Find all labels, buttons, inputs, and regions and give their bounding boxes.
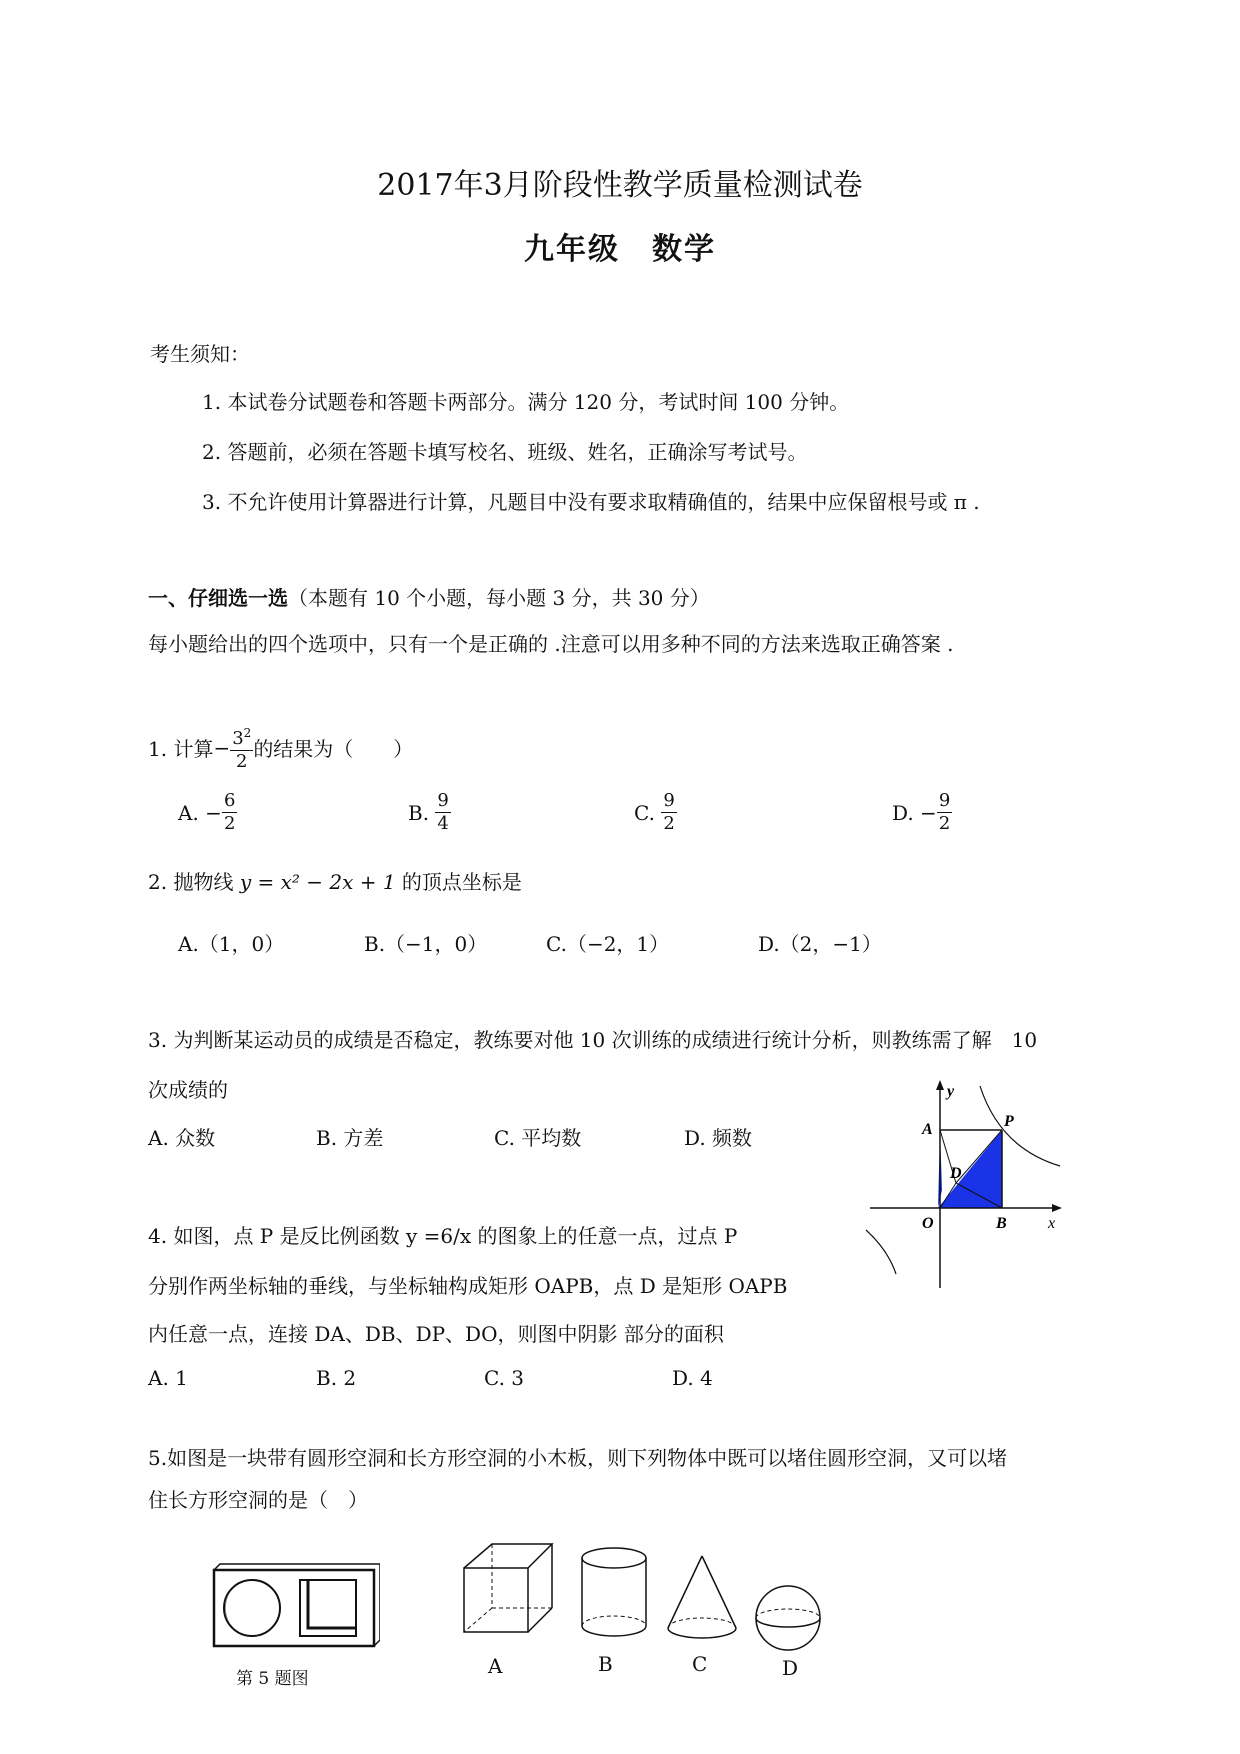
q5-cone-base-back bbox=[668, 1618, 736, 1628]
q4-line-3: 内任意一点，连接 DA、DB、DP、DO，则图中阴影 部分的面积 bbox=[148, 1322, 724, 1346]
q5-cube-front bbox=[464, 1568, 528, 1632]
q4-line-1: 4. 如图，点 P 是反比例函数 y =6/x 的图象上的任意一点，过点 P bbox=[148, 1224, 738, 1248]
q2-option-c[interactable]: C.（−2，1） bbox=[546, 932, 670, 956]
q1-option-a-fraction: $\frac{6}{2}$ bbox=[223, 790, 236, 834]
q5-sphere-outline bbox=[756, 1586, 820, 1650]
q4-option-d[interactable]: D. 4 bbox=[672, 1366, 713, 1390]
q3-option-a[interactable]: A. 众数 bbox=[148, 1126, 216, 1150]
q3-line-2: 次成绩的 bbox=[148, 1078, 228, 1102]
q1-option-d-sign: − bbox=[920, 800, 937, 825]
notice-item-3: 3. 不允许使用计算器进行计算，凡题目中没有要求取精确值的，结果中应保留根号或 π . bbox=[202, 490, 980, 514]
q1-prefix: 1. 计算 bbox=[148, 737, 214, 761]
q5-cube-hidden-diagonal bbox=[464, 1608, 492, 1632]
q3-line-1: 3. 为判断某运动员的成绩是否稳定，教练要对他 10 次训练的成绩进行统计分析，则教练需了解 10 bbox=[148, 1028, 1038, 1052]
q1-option-b-label: B. bbox=[408, 800, 430, 825]
section1-heading: 一、仔细选一选 bbox=[148, 586, 288, 610]
q1-option-c-label: C. bbox=[634, 800, 655, 825]
q1-option-d[interactable] bbox=[892, 790, 952, 835]
q5-round-hole bbox=[224, 1580, 280, 1636]
q2-formula: y = x² − 2x + 1 bbox=[239, 870, 396, 894]
q5-option-c-label[interactable]: C bbox=[692, 1652, 708, 1676]
q1-option-a-label: A. bbox=[178, 800, 199, 825]
q1-option-b-fraction: $\frac{9}{4}$ bbox=[437, 790, 449, 834]
q1-option-a-sign: − bbox=[205, 800, 222, 825]
q5-option-b-label[interactable]: B bbox=[598, 1652, 613, 1676]
q2-option-b[interactable]: B.（−1，0） bbox=[364, 932, 488, 956]
q4-label-y: y bbox=[947, 1083, 955, 1100]
q4-option-c[interactable]: C. 3 bbox=[484, 1366, 525, 1390]
q4-y-axis-arrow bbox=[936, 1080, 944, 1090]
q4-label-b: B bbox=[996, 1215, 1007, 1232]
q4-label-a: A bbox=[922, 1121, 933, 1138]
q1-minus: − bbox=[213, 735, 231, 760]
q3-option-d[interactable]: D. 频数 bbox=[684, 1126, 753, 1150]
q4-line-2: 分别作两坐标轴的垂线，与坐标轴构成矩形 OAPB，点 D 是矩形 OAPB bbox=[148, 1274, 788, 1298]
section1-instruction: 每小题给出的四个选项中，只有一个是正确的 .注意可以用多种不同的方法来选取正确答案 . bbox=[148, 632, 954, 656]
q4-label-x: x bbox=[1048, 1215, 1056, 1232]
q4-x-axis-arrow bbox=[1052, 1204, 1062, 1212]
q5-figure-caption: 第 5 题图 bbox=[236, 1669, 309, 1689]
q5-cube-bottom-edge bbox=[528, 1608, 552, 1632]
q2-suffix: 的顶点坐标是 bbox=[401, 870, 522, 894]
q1-numerator: $3^2$ bbox=[230, 722, 253, 751]
q3-option-c[interactable]: C. 平均数 bbox=[494, 1126, 582, 1150]
q5-sphere-equator-back bbox=[756, 1609, 820, 1618]
q4-option-a[interactable]: A. 1 bbox=[148, 1366, 188, 1390]
q1-option-c-fraction: $\frac{9}{2}$ bbox=[663, 790, 675, 834]
q2-stem bbox=[148, 866, 522, 895]
notice-heading: 考生须知： bbox=[150, 342, 250, 366]
q5-option-a-cube bbox=[460, 1540, 560, 1650]
q5-sphere-equator-front bbox=[756, 1618, 820, 1627]
q2-prefix: 2. 抛物线 bbox=[148, 870, 234, 894]
q5-round-hole-shadow bbox=[225, 1586, 236, 1630]
q5-option-b-cylinder bbox=[576, 1544, 652, 1644]
q1-option-a[interactable] bbox=[178, 790, 237, 835]
q5-line-1: 5.如图是一块带有圆形空洞和长方形空洞的小木板，则下列物体中既可以堵住圆形空洞，又可以堵 bbox=[148, 1446, 1008, 1470]
q4-label-d: D bbox=[950, 1165, 962, 1182]
notice-item-2: 2. 答题前，必须在答题卡填写校名、班级、姓名，正确涂写考试号。 bbox=[202, 440, 808, 464]
q5-option-c-cone bbox=[664, 1552, 740, 1644]
q1-option-d-label: D. bbox=[892, 800, 914, 825]
q1-stem bbox=[148, 722, 413, 773]
q1-option-d-fraction: $\frac{9}{2}$ bbox=[938, 790, 951, 834]
q5-board-figure bbox=[210, 1560, 380, 1660]
q1-fraction bbox=[230, 722, 253, 773]
q5-option-d-label[interactable]: D bbox=[782, 1656, 799, 1680]
q4-label-o: O bbox=[922, 1215, 934, 1232]
q5-cylinder-bottom-front bbox=[582, 1626, 646, 1636]
q2-option-a[interactable]: A.（1，0） bbox=[178, 932, 285, 956]
q5-board-front bbox=[214, 1570, 374, 1646]
q1-option-c[interactable] bbox=[634, 790, 677, 835]
q5-square-hole-depth bbox=[308, 1580, 356, 1628]
q5-cylinder-bottom-back bbox=[582, 1616, 646, 1626]
exam-subtitle: 九年级 数学 bbox=[524, 232, 716, 267]
q5-option-d-sphere bbox=[752, 1582, 824, 1654]
q4-hyperbola-branch-2 bbox=[866, 1230, 896, 1274]
q5-cone-left bbox=[668, 1556, 702, 1628]
q4-option-b[interactable]: B. 2 bbox=[316, 1366, 357, 1390]
section1-header bbox=[148, 582, 710, 611]
q1-option-b[interactable] bbox=[408, 790, 451, 835]
q1-denominator: 2 bbox=[236, 751, 248, 772]
q4-figure bbox=[860, 1078, 1080, 1298]
q5-cone-base-front bbox=[668, 1628, 736, 1638]
q5-cylinder-top bbox=[582, 1548, 646, 1568]
q1-suffix: 的结果为（ ） bbox=[253, 737, 414, 761]
q5-option-a-label[interactable]: A bbox=[488, 1654, 503, 1678]
section1-note: （本题有 10 个小题，每小题 3 分，共 30 分） bbox=[288, 586, 710, 610]
q3-option-b[interactable]: B. 方差 bbox=[316, 1126, 384, 1150]
q4-label-p: P bbox=[1004, 1113, 1014, 1130]
q5-line-2: 住长方形空洞的是（ ） bbox=[148, 1488, 368, 1512]
q5-cube-top bbox=[464, 1544, 552, 1568]
q5-cone-right bbox=[702, 1556, 736, 1628]
exam-title: 2017年3月阶段性教学质量检测试卷 bbox=[377, 168, 863, 203]
notice-item-1: 1. 本试卷分试题卷和答题卡两部分。满分 120 分，考试时间 100 分钟。 bbox=[202, 390, 850, 414]
q2-option-d[interactable]: D.（2，−1） bbox=[758, 932, 882, 956]
q1-exponent: 2 bbox=[243, 726, 252, 740]
